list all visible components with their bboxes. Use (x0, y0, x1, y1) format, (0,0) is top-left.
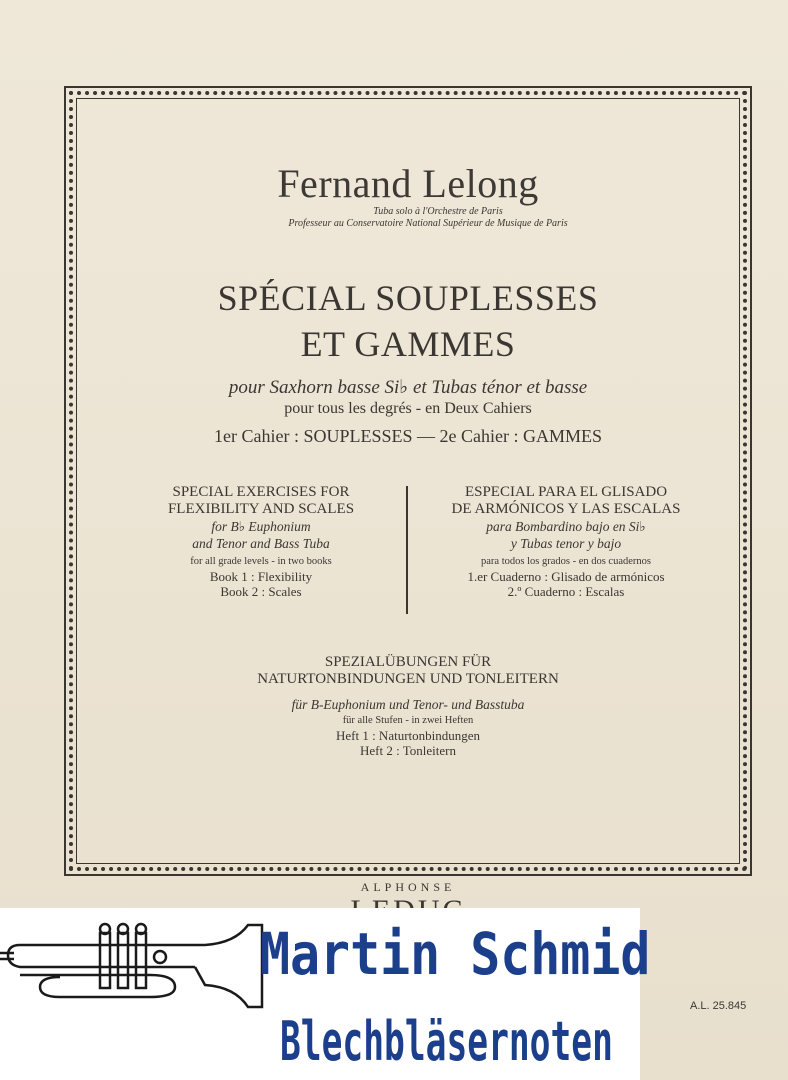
trumpet-icon (0, 915, 265, 1010)
english-book-2: Book 2 : Scales (220, 584, 302, 599)
spanish-title-1: ESPECIAL PARA EL GLISADO (464, 484, 668, 500)
publisher-label: ALPHONSE (360, 880, 456, 894)
main-title-line-2: ET GAMMES (300, 324, 516, 364)
main-title-line-1: SPÉCIAL SOUPLESSES (217, 278, 599, 318)
german-book-1: Heft 1 : Naturtonbindungen (335, 728, 481, 743)
catalog-reference: A.L. 25.845 (690, 1000, 747, 1012)
watermark-line-2: Blechbläsernoten (280, 1010, 613, 1073)
composer-name: Fernand Lelong (277, 161, 539, 206)
grade-levels: pour tous les degrés - en Deux Cahiers (284, 400, 532, 417)
spanish-instr-1: para Bombardino bajo en Si♭ (486, 519, 646, 534)
english-instr-1: for B♭ Euphonium (211, 519, 311, 534)
english-section (126, 484, 396, 599)
watermark-line-1: Martin Schmid (260, 920, 651, 988)
spanish-title-2: DE ARMÓNICOS Y LAS ESCALAS (451, 501, 681, 517)
spanish-book-1: 1.er Cuaderno : Glisado de armónicos (467, 569, 665, 584)
spanish-levels: para todos los grados - en dos cuadernos (481, 556, 651, 567)
german-section (76, 654, 740, 758)
english-title-2: FLEXIBILITY AND SCALES (167, 501, 355, 517)
column-divider (406, 486, 408, 614)
spanish-instr-2: y Tubas tenor y bajo (510, 536, 622, 551)
english-title-1: SPECIAL EXERCISES FOR (172, 484, 350, 500)
english-levels: for all grade levels - in two books (190, 556, 332, 567)
spanish-section (416, 484, 716, 599)
german-title-2: NATURTONBINDUNGEN UND TONLEITERN (257, 671, 559, 687)
english-instr-2: and Tenor and Bass Tuba (192, 536, 330, 551)
composer-subtitle-2: Professeur au Conservatoire National Supérieur de Musique de Paris (288, 218, 568, 229)
german-instr: für B-Euphonium und Tenor- und Basstuba (291, 697, 525, 712)
german-levels: für alle Stufen - in zwei Heften (342, 715, 474, 726)
english-book-1: Book 1 : Flexibility (209, 569, 313, 584)
composer-subtitle-1: Tuba solo à l'Orchestre de Paris (373, 206, 503, 217)
german-book-2: Heft 2 : Tonleitern (360, 743, 456, 758)
instrumentation: pour Saxhorn basse Si♭ et Tubas ténor et basse (228, 377, 588, 398)
german-title-1: SPEZIALÜBUNGEN FÜR (324, 654, 492, 670)
spanish-book-2: 2.º Cuaderno : Escalas (507, 584, 625, 599)
books-line: 1er Cahier : SOUPLESSES — 2e Cahier : GAMMES (214, 426, 602, 446)
